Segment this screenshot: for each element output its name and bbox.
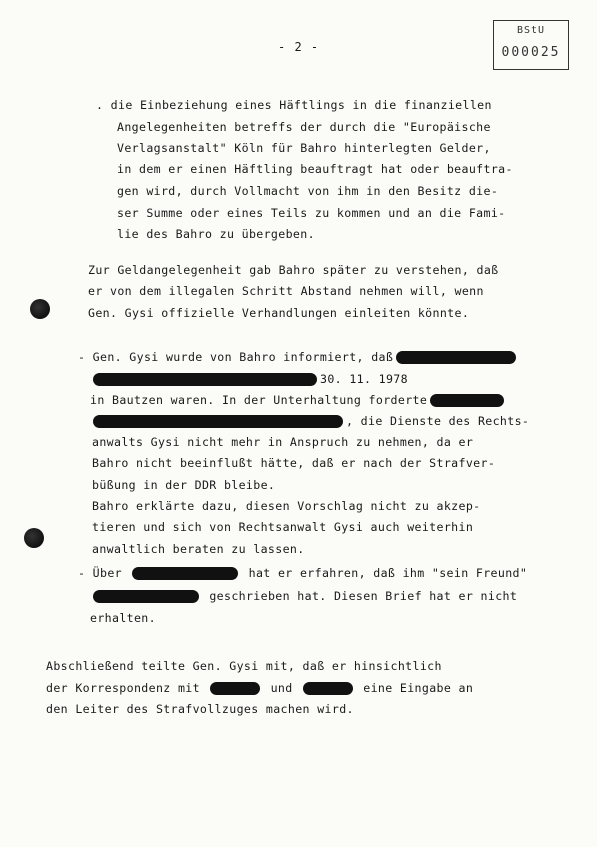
text-segment: anwaltlich beraten zu lassen. bbox=[92, 542, 305, 556]
text-line bbox=[117, 120, 491, 134]
text-segment: Verlagsanstalt" Köln für Bahro hinterlegten Gelder, bbox=[117, 141, 491, 155]
text-line bbox=[46, 659, 442, 673]
text-line bbox=[117, 162, 513, 176]
text-segment: Bahro erklärte dazu, diesen Vorschlag nicht zu akzep- bbox=[92, 499, 481, 513]
text-segment: , die Dienste des Rechts- bbox=[346, 414, 530, 428]
text-segment: anwalts Gysi nicht mehr in Anspruch zu nehmen, da er bbox=[92, 435, 474, 449]
stamp-label: BStU bbox=[516, 25, 546, 36]
text-segment: Abschließend teilte Gen. Gysi mit, daß er hinsichtlich bbox=[46, 659, 442, 673]
redaction-bar bbox=[93, 590, 199, 603]
text-line bbox=[88, 263, 498, 277]
text-segment: erhalten. bbox=[90, 611, 156, 625]
text-line bbox=[117, 206, 506, 220]
text-segment: büßung in der DDR bleibe. bbox=[92, 478, 276, 492]
text-segment: 30. 11. 1978 bbox=[320, 372, 408, 386]
text-line bbox=[117, 141, 491, 155]
punch-hole-bottom bbox=[24, 528, 44, 548]
text-line bbox=[92, 520, 473, 534]
punch-hole-top bbox=[30, 299, 50, 319]
text-line bbox=[90, 393, 507, 407]
text-segment: gen wird, durch Vollmacht von ihm in den Besitz die- bbox=[117, 184, 499, 198]
redaction-bar bbox=[303, 682, 353, 695]
redaction-bar bbox=[430, 394, 504, 407]
text-segment: in dem er einen Häftling beauftragt hat oder beauftra- bbox=[117, 162, 513, 176]
text-line bbox=[92, 456, 495, 470]
text-line bbox=[117, 184, 498, 198]
text-segment: geschrieben hat. Diesen Brief hat er nicht bbox=[202, 589, 518, 603]
text-segment: Zur Geldangelegenheit gab Bahro später zu verstehen, daß bbox=[88, 263, 499, 277]
text-line bbox=[96, 98, 492, 112]
text-segment: - Gen. Gysi wurde von Bahro informiert, daß bbox=[78, 350, 394, 364]
archive-stamp bbox=[493, 20, 569, 70]
redaction-bar bbox=[132, 567, 238, 580]
text-line bbox=[92, 478, 275, 492]
text-segment: hat er erfahren, daß ihm "sein Freund" bbox=[241, 566, 528, 580]
text-segment: . die Einbeziehung eines Häftlings in die finanziellen bbox=[96, 98, 492, 112]
text-segment: tieren und sich von Rechtsanwalt Gysi auch weiterhin bbox=[92, 520, 474, 534]
redaction-bar bbox=[396, 351, 516, 364]
text-line bbox=[46, 702, 354, 716]
text-line bbox=[88, 306, 469, 320]
text-segment: eine Eingabe an bbox=[355, 681, 474, 695]
text-segment: Gen. Gysi offizielle Verhandlungen einleiten könnte. bbox=[88, 306, 470, 320]
text-segment: den Leiter des Strafvollzuges machen wird. bbox=[46, 702, 354, 716]
redaction-bar bbox=[93, 415, 343, 428]
text-line bbox=[90, 372, 408, 386]
text-line bbox=[117, 227, 315, 241]
text-segment: - Über bbox=[78, 566, 130, 580]
redaction-bar bbox=[93, 373, 317, 386]
text-segment: lie des Bahro zu übergeben. bbox=[117, 227, 315, 241]
text-line bbox=[90, 589, 517, 603]
page-number: - 2 - bbox=[278, 40, 320, 54]
text-segment: ser Summe oder eines Teils zu kommen und an die Fami- bbox=[117, 206, 506, 220]
text-line bbox=[78, 350, 519, 364]
text-line bbox=[92, 499, 481, 513]
text-line bbox=[46, 681, 473, 695]
text-line bbox=[78, 566, 527, 580]
text-line bbox=[88, 284, 484, 298]
text-line bbox=[90, 611, 156, 625]
stamp-number: 000025 bbox=[501, 45, 561, 60]
text-line bbox=[90, 414, 529, 428]
text-segment: in Bautzen waren. In der Unterhaltung forderte bbox=[90, 393, 428, 407]
text-segment: Angelegenheiten betreffs der durch die "Europäische bbox=[117, 120, 491, 134]
text-segment: der Korrespondenz mit bbox=[46, 681, 208, 695]
text-segment: er von dem illegalen Schritt Abstand nehmen will, wenn bbox=[88, 284, 484, 298]
text-segment: und bbox=[263, 681, 300, 695]
redaction-bar bbox=[210, 682, 260, 695]
text-segment: Bahro nicht beeinflußt hätte, daß er nach der Strafver- bbox=[92, 456, 496, 470]
text-line bbox=[92, 435, 473, 449]
text-line bbox=[92, 542, 305, 556]
